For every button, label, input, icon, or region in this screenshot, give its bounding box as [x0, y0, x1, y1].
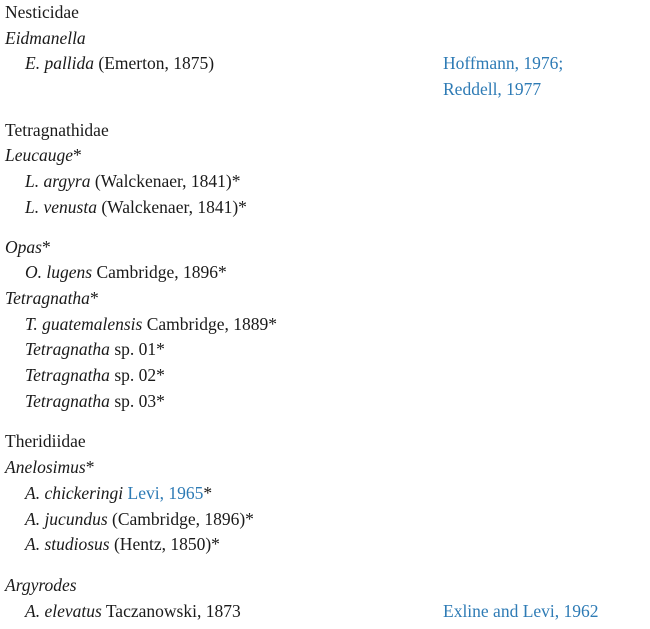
genus-heading: Argyrodes — [5, 575, 77, 595]
species-entry: E. pallida (Emerton, 1875) — [25, 53, 215, 73]
genus-heading: Anelosimus* — [5, 457, 95, 477]
family-heading: Tetragnathidae — [5, 120, 109, 140]
species-entry: L. venusta (Walckenaer, 1841)* — [25, 197, 247, 217]
species-entry: O. lugens Cambridge, 1896* — [25, 262, 227, 282]
genus-heading: Eidmanella — [5, 28, 86, 48]
species-entry: A. chickeringi Levi, 1965* — [25, 483, 213, 503]
reference-citation: Exline and Levi, 1962 — [443, 601, 599, 621]
genus-heading: Tetragnatha* — [5, 288, 99, 308]
family-heading: Theridiidae — [5, 431, 86, 451]
reference-citation: Hoffmann, 1976; — [443, 53, 564, 73]
species-entry: Tetragnatha sp. 02* — [25, 365, 165, 385]
reference-citation: Reddell, 1977 — [443, 79, 542, 99]
genus-heading: Opas* — [5, 237, 51, 257]
family-heading: Nesticidae — [5, 2, 79, 22]
species-entry: A. studiosus (Hentz, 1850)* — [25, 534, 220, 554]
species-entry: A. jucundus (Cambridge, 1896)* — [25, 509, 254, 529]
genus-heading: Leucauge* — [5, 145, 82, 165]
species-entry: Tetragnatha sp. 03* — [25, 391, 165, 411]
species-entry: A. elevatus Taczanowski, 1873 — [25, 601, 241, 621]
species-entry: T. guatemalensis Cambridge, 1889* — [25, 314, 277, 334]
species-author-citation: Levi, 1965 — [123, 483, 204, 503]
species-entry: Tetragnatha sp. 01* — [25, 339, 165, 359]
species-entry: L. argyra (Walckenaer, 1841)* — [25, 171, 241, 191]
